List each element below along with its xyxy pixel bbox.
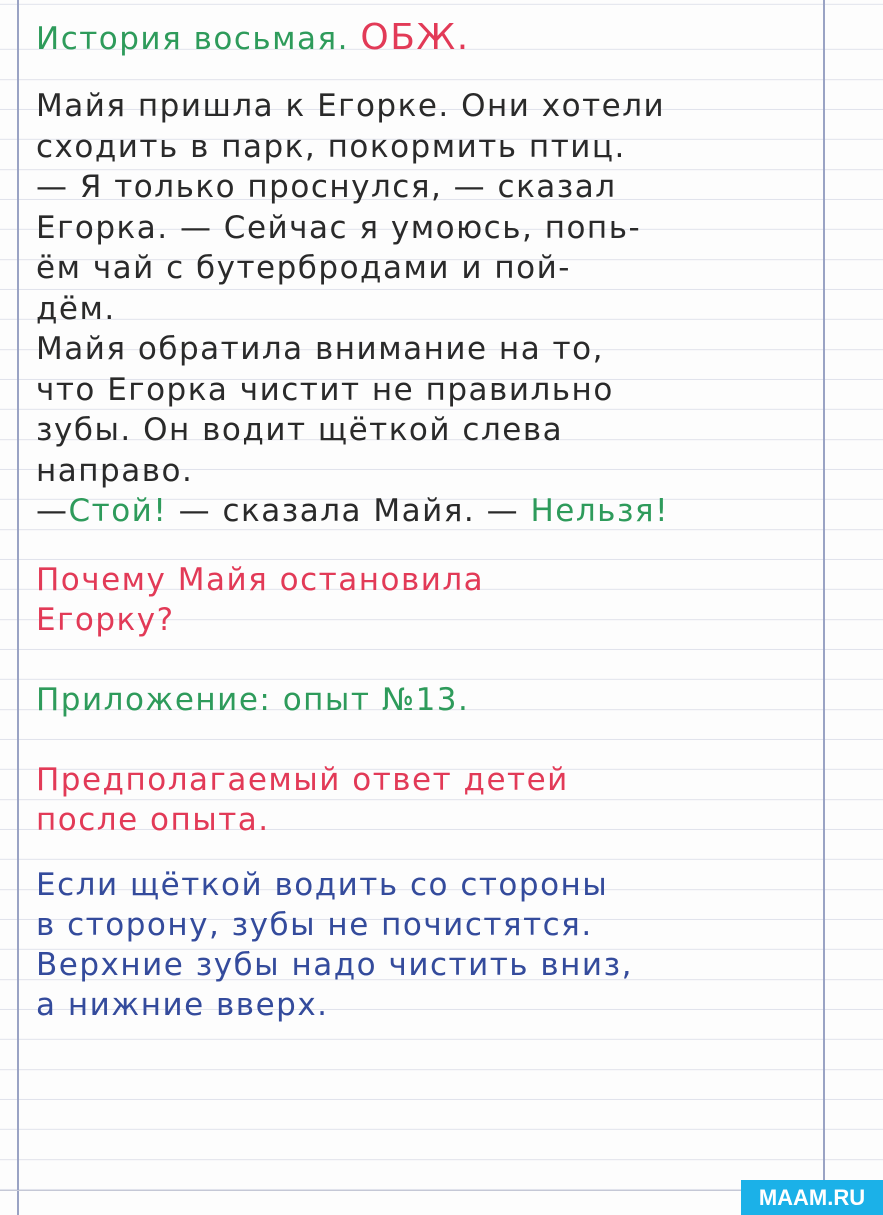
story-line: зубы. Он водит щёткой слева [36, 412, 564, 448]
story-line: направо. [36, 452, 194, 489]
story-title-topic: ОБЖ. [360, 17, 470, 58]
dialogue-line [36, 491, 816, 532]
dialogue-forbidden: Нельзя! [530, 493, 670, 529]
story-line: что Егорка чистит не правильно [36, 371, 614, 408]
question-line: Почему Майя остановила [36, 562, 485, 598]
left-margin-line [17, 0, 19, 1215]
appendix-note: Приложение: опыт №13. [36, 682, 470, 718]
answer-line: а нижние вверх. [36, 987, 329, 1023]
story-line: сходить в парк, покормить птиц. [36, 128, 626, 165]
answer-line: Верхние зубы надо чистить вниз, [36, 947, 633, 983]
site-watermark: MAAM.RU [741, 1180, 883, 1215]
right-margin-line [823, 0, 825, 1215]
story-line: Майя пришла к Егорке. Они хотели [36, 88, 666, 124]
expected-answer-heading [36, 760, 816, 840]
story-line: Егорка. — Сейчас я умоюсь, попь- [36, 209, 642, 246]
answer-text [36, 865, 816, 1025]
question [36, 560, 816, 640]
answer-line: в сторону, зубы не почистятся. [36, 907, 593, 943]
dialogue-stop: Стой! [68, 493, 168, 529]
expected-line: после опыта. [36, 802, 270, 838]
story-line: — Я только проснулся, — сказал [36, 169, 617, 205]
story-line: ём чай с бутербродами и пой- [36, 250, 571, 286]
story-line: дём. [36, 290, 116, 327]
story-title-prefix: История восьмая. [36, 21, 350, 57]
story-text [36, 86, 816, 532]
dialogue-dash: — [36, 493, 69, 529]
question-line: Егорку? [36, 602, 175, 638]
story-title [36, 18, 816, 59]
expected-line: Предполагаемый ответ детей [36, 762, 569, 798]
story-line: Майя обратила внимание на то, [36, 331, 604, 367]
dialogue-middle: — сказала Майя. — [178, 493, 520, 529]
answer-line: Если щёткой водить со стороны [36, 867, 609, 903]
